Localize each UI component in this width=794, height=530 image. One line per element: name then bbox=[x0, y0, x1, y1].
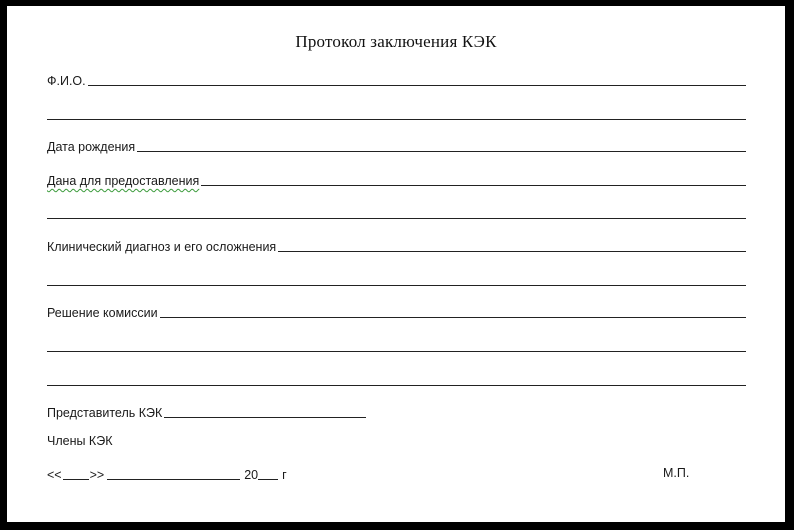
diagnosis-line[interactable] bbox=[278, 251, 746, 252]
date-day-line[interactable] bbox=[63, 479, 89, 480]
representative-label: Представитель КЭК bbox=[47, 406, 163, 420]
date-row bbox=[47, 464, 746, 482]
decision-line[interactable] bbox=[160, 317, 746, 318]
decision-label: Решение комиссии bbox=[47, 306, 158, 320]
date-month-line[interactable] bbox=[107, 479, 240, 480]
document-title: Протокол заключения КЭК bbox=[295, 32, 497, 51]
diagnosis-continuation-row bbox=[47, 270, 746, 288]
decision-row bbox=[47, 302, 746, 320]
fio-row bbox=[47, 70, 746, 88]
fio-line[interactable] bbox=[88, 85, 746, 86]
diagnosis-label: Клинический диагноз и его осложнения bbox=[47, 240, 277, 254]
stamp-label: М.П. bbox=[663, 466, 690, 480]
date-year-suffix: г bbox=[282, 468, 287, 482]
members-label: Члены КЭК bbox=[47, 434, 113, 448]
decision-continuation-row-2 bbox=[47, 370, 746, 388]
fio-line-2[interactable] bbox=[47, 119, 746, 120]
decision-continuation-row-1 bbox=[47, 336, 746, 354]
representative-line[interactable] bbox=[164, 417, 366, 418]
decision-line-3[interactable] bbox=[47, 385, 746, 386]
diagnosis-row bbox=[47, 236, 746, 254]
given-for-line-2[interactable] bbox=[47, 218, 746, 219]
birth-row bbox=[47, 136, 746, 154]
date-year-prefix: 20 bbox=[244, 468, 259, 482]
given-for-row bbox=[47, 170, 746, 188]
document-page bbox=[7, 6, 785, 522]
given-for-label: Дана для предоставления bbox=[47, 174, 200, 188]
fio-label: Ф.И.О. bbox=[47, 74, 86, 88]
date-close-quote: >> bbox=[89, 468, 105, 482]
birth-label: Дата рождения bbox=[47, 140, 136, 154]
birth-line[interactable] bbox=[137, 151, 746, 152]
diagnosis-line-2[interactable] bbox=[47, 285, 746, 286]
date-year-line[interactable] bbox=[258, 479, 278, 480]
given-for-line[interactable] bbox=[201, 185, 746, 186]
fio-continuation-row bbox=[47, 104, 746, 122]
representative-row bbox=[47, 402, 366, 420]
decision-line-2[interactable] bbox=[47, 351, 746, 352]
date-open-quote: << bbox=[47, 468, 62, 482]
given-for-continuation-row bbox=[47, 203, 746, 221]
